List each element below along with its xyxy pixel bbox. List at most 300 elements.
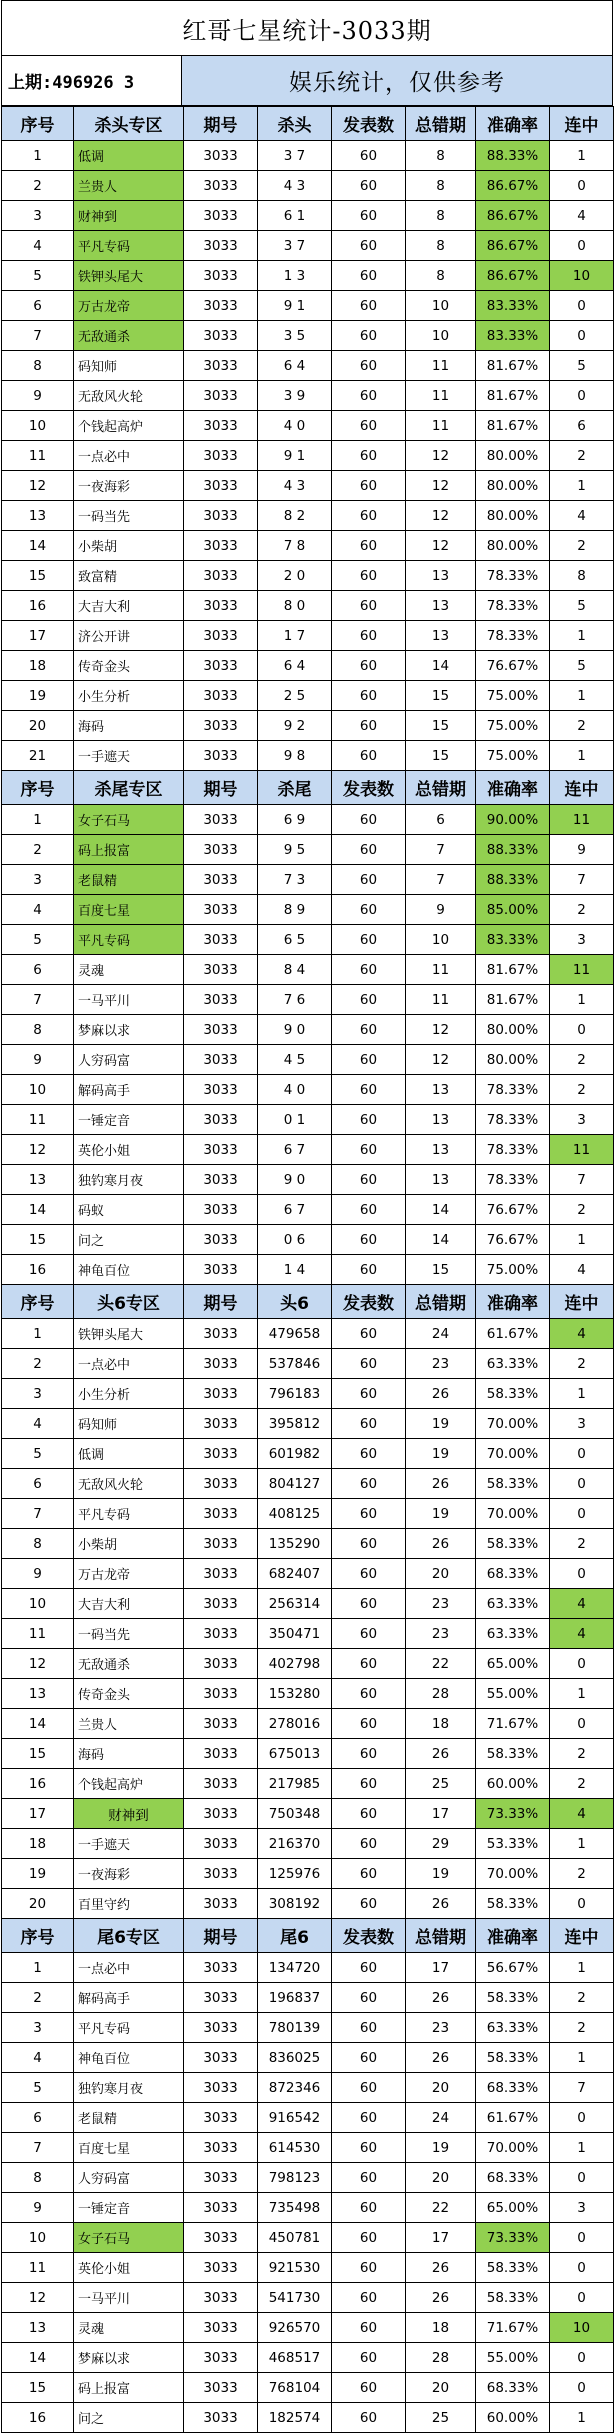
- error-count-cell: 15: [406, 681, 476, 711]
- count-cell: 60: [332, 1135, 406, 1165]
- accuracy-cell: 76.67%: [476, 1195, 550, 1225]
- streak-cell: 2: [550, 711, 614, 741]
- error-count-cell: 19: [406, 1499, 476, 1529]
- table-row: [2, 651, 614, 681]
- seq-cell: 15: [2, 1739, 74, 1769]
- seq-cell: 8: [2, 2163, 74, 2193]
- count-cell: 60: [332, 261, 406, 291]
- seq-cell: 1: [2, 1953, 74, 1983]
- name-cell: 梦麻以求: [74, 1015, 184, 1045]
- error-count-cell: 23: [406, 1349, 476, 1379]
- error-count-cell: 26: [406, 2283, 476, 2313]
- code-cell: 350471: [258, 1619, 332, 1649]
- code-cell: 256314: [258, 1589, 332, 1619]
- count-cell: 60: [332, 351, 406, 381]
- name-cell: 女子石马: [74, 805, 184, 835]
- seq-cell: 3: [2, 201, 74, 231]
- code-cell: 9 5: [258, 835, 332, 865]
- accuracy-cell: 68.33%: [476, 1559, 550, 1589]
- table-row: [2, 835, 614, 865]
- name-cell: 灵魂: [74, 955, 184, 985]
- seq-cell: 3: [2, 1379, 74, 1409]
- code-cell: 479658: [258, 1319, 332, 1349]
- period-cell: 3033: [184, 925, 258, 955]
- table-row: [2, 1709, 614, 1739]
- seq-cell: 5: [2, 2073, 74, 2103]
- name-cell: 平凡专码: [74, 231, 184, 261]
- table-row: [2, 1589, 614, 1619]
- seq-cell: 13: [2, 501, 74, 531]
- table-row: [2, 1409, 614, 1439]
- accuracy-cell: 71.67%: [476, 1709, 550, 1739]
- seq-cell: 3: [2, 865, 74, 895]
- table-row: [2, 1983, 614, 2013]
- name-cell: 码知师: [74, 1409, 184, 1439]
- code-cell: 537846: [258, 1349, 332, 1379]
- code-cell: 1 7: [258, 621, 332, 651]
- disclaimer-note: 娱乐统计，仅供参考: [182, 56, 612, 105]
- streak-cell: 1: [550, 1829, 614, 1859]
- error-count-cell: 19: [406, 1859, 476, 1889]
- seq-cell: 13: [2, 1679, 74, 1709]
- error-count-cell: 18: [406, 1709, 476, 1739]
- accuracy-cell: 80.00%: [476, 471, 550, 501]
- table-row: [2, 351, 614, 381]
- seq-cell: 1: [2, 1319, 74, 1349]
- column-header: 总错期: [406, 1285, 476, 1319]
- column-header: 发表数: [332, 107, 406, 141]
- accuracy-cell: 88.33%: [476, 141, 550, 171]
- code-cell: 768104: [258, 2373, 332, 2403]
- code-cell: 308192: [258, 1889, 332, 1919]
- seq-cell: 2: [2, 171, 74, 201]
- code-cell: 153280: [258, 1679, 332, 1709]
- period-cell: 3033: [184, 2043, 258, 2073]
- streak-cell: 4: [550, 1255, 614, 1285]
- seq-cell: 7: [2, 985, 74, 1015]
- period-cell: 3033: [184, 171, 258, 201]
- accuracy-cell: 78.33%: [476, 561, 550, 591]
- count-cell: 60: [332, 1709, 406, 1739]
- name-cell: 无敌风火轮: [74, 381, 184, 411]
- table-row: [2, 895, 614, 925]
- table-row: [2, 1769, 614, 1799]
- streak-cell: 1: [550, 471, 614, 501]
- period-cell: 3033: [184, 2313, 258, 2343]
- column-header: 头6专区: [74, 1285, 184, 1319]
- count-cell: 60: [332, 1075, 406, 1105]
- seq-cell: 4: [2, 231, 74, 261]
- period-cell: 3033: [184, 2253, 258, 2283]
- code-cell: 9 0: [258, 1165, 332, 1195]
- error-count-cell: 26: [406, 1739, 476, 1769]
- error-count-cell: 13: [406, 1165, 476, 1195]
- period-cell: 3033: [184, 231, 258, 261]
- streak-cell: 1: [550, 2043, 614, 2073]
- name-cell: 平凡专码: [74, 2013, 184, 2043]
- period-cell: 3033: [184, 2223, 258, 2253]
- accuracy-cell: 86.67%: [476, 201, 550, 231]
- seq-cell: 16: [2, 1255, 74, 1285]
- code-cell: 4 3: [258, 171, 332, 201]
- seq-cell: 2: [2, 1349, 74, 1379]
- table-row: [2, 501, 614, 531]
- period-cell: 3033: [184, 955, 258, 985]
- name-cell: 一锤定音: [74, 1105, 184, 1135]
- period-cell: 3033: [184, 2373, 258, 2403]
- streak-cell: 1: [550, 1379, 614, 1409]
- code-cell: 217985: [258, 1769, 332, 1799]
- table-row: [2, 291, 614, 321]
- table-row: [2, 1529, 614, 1559]
- accuracy-cell: 68.33%: [476, 2073, 550, 2103]
- period-cell: 3033: [184, 651, 258, 681]
- name-cell: 一夜海彩: [74, 471, 184, 501]
- streak-cell: 1: [550, 1225, 614, 1255]
- table-row: [2, 1499, 614, 1529]
- period-cell: 3033: [184, 2403, 258, 2433]
- seq-cell: 11: [2, 1619, 74, 1649]
- count-cell: 60: [332, 1409, 406, 1439]
- error-count-cell: 28: [406, 2343, 476, 2373]
- period-cell: 3033: [184, 291, 258, 321]
- period-cell: 3033: [184, 711, 258, 741]
- period-cell: 3033: [184, 381, 258, 411]
- column-header: 期号: [184, 107, 258, 141]
- table-row: [2, 1953, 614, 1983]
- code-cell: 675013: [258, 1739, 332, 1769]
- error-count-cell: 13: [406, 1075, 476, 1105]
- table-row: [2, 1319, 614, 1349]
- period-cell: 3033: [184, 2103, 258, 2133]
- count-cell: 60: [332, 1619, 406, 1649]
- code-cell: 9 2: [258, 711, 332, 741]
- table-row: [2, 141, 614, 171]
- error-count-cell: 23: [406, 1589, 476, 1619]
- count-cell: 60: [332, 865, 406, 895]
- error-count-cell: 12: [406, 1015, 476, 1045]
- streak-cell: 3: [550, 1409, 614, 1439]
- seq-cell: 12: [2, 2283, 74, 2313]
- accuracy-cell: 81.67%: [476, 955, 550, 985]
- name-cell: 神龟百位: [74, 2043, 184, 2073]
- seq-cell: 3: [2, 2013, 74, 2043]
- count-cell: 60: [332, 231, 406, 261]
- period-cell: 3033: [184, 681, 258, 711]
- code-cell: 1 4: [258, 1255, 332, 1285]
- accuracy-cell: 86.67%: [476, 171, 550, 201]
- name-cell: 百里守约: [74, 1889, 184, 1919]
- seq-cell: 11: [2, 1105, 74, 1135]
- name-cell: 问之: [74, 1225, 184, 1255]
- code-cell: 182574: [258, 2403, 332, 2433]
- table-row: [2, 1075, 614, 1105]
- streak-cell: 4: [550, 1319, 614, 1349]
- period-cell: 3033: [184, 441, 258, 471]
- period-cell: 3033: [184, 1619, 258, 1649]
- count-cell: 60: [332, 1105, 406, 1135]
- seq-cell: 10: [2, 2223, 74, 2253]
- name-cell: 一点必中: [74, 1953, 184, 1983]
- error-count-cell: 26: [406, 1469, 476, 1499]
- count-cell: 60: [332, 1983, 406, 2013]
- count-cell: 60: [332, 141, 406, 171]
- name-cell: 平凡专码: [74, 1499, 184, 1529]
- period-cell: 3033: [184, 201, 258, 231]
- table-row: [2, 1255, 614, 1285]
- column-header: 连中: [550, 1919, 614, 1953]
- count-cell: 60: [332, 2373, 406, 2403]
- streak-cell: 4: [550, 501, 614, 531]
- streak-cell: 0: [550, 2343, 614, 2373]
- table-row: [2, 711, 614, 741]
- count-cell: 60: [332, 2403, 406, 2433]
- streak-cell: 7: [550, 2073, 614, 2103]
- name-cell: 灵魂: [74, 2313, 184, 2343]
- table-row: [2, 1195, 614, 1225]
- streak-cell: 6: [550, 411, 614, 441]
- seq-cell: 8: [2, 1529, 74, 1559]
- name-cell: 一手遮天: [74, 1829, 184, 1859]
- name-cell: 英伦小姐: [74, 2253, 184, 2283]
- streak-cell: 0: [550, 1469, 614, 1499]
- accuracy-cell: 63.33%: [476, 1589, 550, 1619]
- code-cell: 408125: [258, 1499, 332, 1529]
- accuracy-cell: 65.00%: [476, 1649, 550, 1679]
- error-count-cell: 26: [406, 2043, 476, 2073]
- period-cell: 3033: [184, 1953, 258, 1983]
- count-cell: 60: [332, 1255, 406, 1285]
- error-count-cell: 15: [406, 1255, 476, 1285]
- name-cell: 兰贵人: [74, 1709, 184, 1739]
- streak-cell: 7: [550, 865, 614, 895]
- streak-cell: 2: [550, 1859, 614, 1889]
- period-cell: 3033: [184, 261, 258, 291]
- code-cell: 8 4: [258, 955, 332, 985]
- period-cell: 3033: [184, 1255, 258, 1285]
- period-cell: 3033: [184, 1679, 258, 1709]
- error-count-cell: 25: [406, 2403, 476, 2433]
- error-count-cell: 17: [406, 1799, 476, 1829]
- accuracy-cell: 70.00%: [476, 1409, 550, 1439]
- table-row: [2, 1135, 614, 1165]
- table-row: [2, 681, 614, 711]
- count-cell: 60: [332, 1589, 406, 1619]
- period-cell: 3033: [184, 1195, 258, 1225]
- name-cell: 个钱起高炉: [74, 411, 184, 441]
- period-cell: 3033: [184, 1829, 258, 1859]
- code-cell: 278016: [258, 1709, 332, 1739]
- name-cell: 低调: [74, 141, 184, 171]
- name-cell: 独钓寒月夜: [74, 2073, 184, 2103]
- section-header-row: [2, 771, 614, 805]
- period-cell: 3033: [184, 1409, 258, 1439]
- streak-cell: 0: [550, 2373, 614, 2403]
- name-cell: 平凡专码: [74, 925, 184, 955]
- count-cell: 60: [332, 1679, 406, 1709]
- count-cell: 60: [332, 1829, 406, 1859]
- code-cell: 735498: [258, 2193, 332, 2223]
- table-row: [2, 1165, 614, 1195]
- period-cell: 3033: [184, 805, 258, 835]
- column-header: 序号: [2, 1919, 74, 1953]
- streak-cell: 2: [550, 1075, 614, 1105]
- error-count-cell: 13: [406, 1105, 476, 1135]
- table-row: [2, 2163, 614, 2193]
- count-cell: 60: [332, 621, 406, 651]
- code-cell: 601982: [258, 1439, 332, 1469]
- table-row: [2, 231, 614, 261]
- name-cell: 一码当先: [74, 1619, 184, 1649]
- error-count-cell: 22: [406, 1649, 476, 1679]
- accuracy-cell: 78.33%: [476, 1135, 550, 1165]
- code-cell: 134720: [258, 1953, 332, 1983]
- period-cell: 3033: [184, 2283, 258, 2313]
- count-cell: 60: [332, 2103, 406, 2133]
- code-cell: 6 5: [258, 925, 332, 955]
- table-row: [2, 1105, 614, 1135]
- error-count-cell: 14: [406, 651, 476, 681]
- column-header: 发表数: [332, 771, 406, 805]
- code-cell: 4 0: [258, 411, 332, 441]
- period-cell: 3033: [184, 411, 258, 441]
- name-cell: 一点必中: [74, 1349, 184, 1379]
- seq-cell: 13: [2, 1165, 74, 1195]
- streak-cell: 0: [550, 1439, 614, 1469]
- code-cell: 926570: [258, 2313, 332, 2343]
- table-row: [2, 1619, 614, 1649]
- count-cell: 60: [332, 805, 406, 835]
- code-cell: 8 9: [258, 895, 332, 925]
- stats-table: [1, 106, 614, 2433]
- streak-cell: 0: [550, 2253, 614, 2283]
- period-cell: 3033: [184, 865, 258, 895]
- streak-cell: 2: [550, 1349, 614, 1379]
- accuracy-cell: 68.33%: [476, 2373, 550, 2403]
- name-cell: 一码当先: [74, 501, 184, 531]
- period-cell: 3033: [184, 1889, 258, 1919]
- period-cell: 3033: [184, 561, 258, 591]
- period-cell: 3033: [184, 2013, 258, 2043]
- code-cell: 804127: [258, 1469, 332, 1499]
- code-cell: 750348: [258, 1799, 332, 1829]
- streak-cell: 2: [550, 1529, 614, 1559]
- streak-cell: 1: [550, 681, 614, 711]
- error-count-cell: 26: [406, 1983, 476, 2013]
- name-cell: 济公开讲: [74, 621, 184, 651]
- count-cell: 60: [332, 1649, 406, 1679]
- count-cell: 60: [332, 711, 406, 741]
- streak-cell: 3: [550, 925, 614, 955]
- error-count-cell: 25: [406, 1769, 476, 1799]
- code-cell: 468517: [258, 2343, 332, 2373]
- period-cell: 3033: [184, 1349, 258, 1379]
- streak-cell: 0: [550, 231, 614, 261]
- table-row: [2, 2043, 614, 2073]
- table-row: [2, 621, 614, 651]
- accuracy-cell: 80.00%: [476, 501, 550, 531]
- seq-cell: 2: [2, 835, 74, 865]
- period-cell: 3033: [184, 471, 258, 501]
- code-cell: 8 2: [258, 501, 332, 531]
- count-cell: 60: [332, 1379, 406, 1409]
- table-row: [2, 1225, 614, 1255]
- seq-cell: 5: [2, 1439, 74, 1469]
- error-count-cell: 11: [406, 411, 476, 441]
- accuracy-cell: 63.33%: [476, 2013, 550, 2043]
- error-count-cell: 8: [406, 231, 476, 261]
- name-cell: 百度七星: [74, 2133, 184, 2163]
- name-cell: 小柴胡: [74, 531, 184, 561]
- count-cell: 60: [332, 1225, 406, 1255]
- accuracy-cell: 56.67%: [476, 1953, 550, 1983]
- column-header: 总错期: [406, 1919, 476, 1953]
- period-cell: 3033: [184, 321, 258, 351]
- period-cell: 3033: [184, 1225, 258, 1255]
- accuracy-cell: 70.00%: [476, 1439, 550, 1469]
- seq-cell: 10: [2, 411, 74, 441]
- streak-cell: 2: [550, 1739, 614, 1769]
- accuracy-cell: 70.00%: [476, 2133, 550, 2163]
- accuracy-cell: 81.67%: [476, 381, 550, 411]
- name-cell: 万古龙帝: [74, 291, 184, 321]
- streak-cell: 1: [550, 2133, 614, 2163]
- seq-cell: 4: [2, 1409, 74, 1439]
- stats-sheet: [1, 0, 613, 2433]
- period-cell: 3033: [184, 1439, 258, 1469]
- code-cell: 7 8: [258, 531, 332, 561]
- accuracy-cell: 70.00%: [476, 1499, 550, 1529]
- period-cell: 3033: [184, 1709, 258, 1739]
- streak-cell: 0: [550, 2223, 614, 2253]
- table-row: [2, 201, 614, 231]
- count-cell: 60: [332, 1559, 406, 1589]
- code-cell: 6 1: [258, 201, 332, 231]
- name-cell: 大吉大利: [74, 1589, 184, 1619]
- code-cell: 216370: [258, 1829, 332, 1859]
- accuracy-cell: 60.00%: [476, 2403, 550, 2433]
- period-cell: 3033: [184, 1649, 258, 1679]
- accuracy-cell: 81.67%: [476, 351, 550, 381]
- error-count-cell: 24: [406, 2103, 476, 2133]
- name-cell: 低调: [74, 1439, 184, 1469]
- streak-cell: 2: [550, 441, 614, 471]
- period-cell: 3033: [184, 1559, 258, 1589]
- streak-cell: 11: [550, 955, 614, 985]
- table-row: [2, 1045, 614, 1075]
- accuracy-cell: 63.33%: [476, 1349, 550, 1379]
- error-count-cell: 13: [406, 1135, 476, 1165]
- seq-cell: 13: [2, 2313, 74, 2343]
- column-header: 序号: [2, 771, 74, 805]
- count-cell: 60: [332, 1799, 406, 1829]
- code-cell: 6 7: [258, 1135, 332, 1165]
- count-cell: 60: [332, 1045, 406, 1075]
- code-cell: 8 0: [258, 591, 332, 621]
- period-cell: 3033: [184, 1105, 258, 1135]
- count-cell: 60: [332, 2133, 406, 2163]
- error-count-cell: 20: [406, 2073, 476, 2103]
- table-row: [2, 955, 614, 985]
- error-count-cell: 11: [406, 955, 476, 985]
- column-header: 发表数: [332, 1919, 406, 1953]
- name-cell: 码知师: [74, 351, 184, 381]
- name-cell: 兰贵人: [74, 171, 184, 201]
- accuracy-cell: 68.33%: [476, 2163, 550, 2193]
- accuracy-cell: 58.33%: [476, 1379, 550, 1409]
- streak-cell: 2: [550, 1195, 614, 1225]
- streak-cell: 1: [550, 621, 614, 651]
